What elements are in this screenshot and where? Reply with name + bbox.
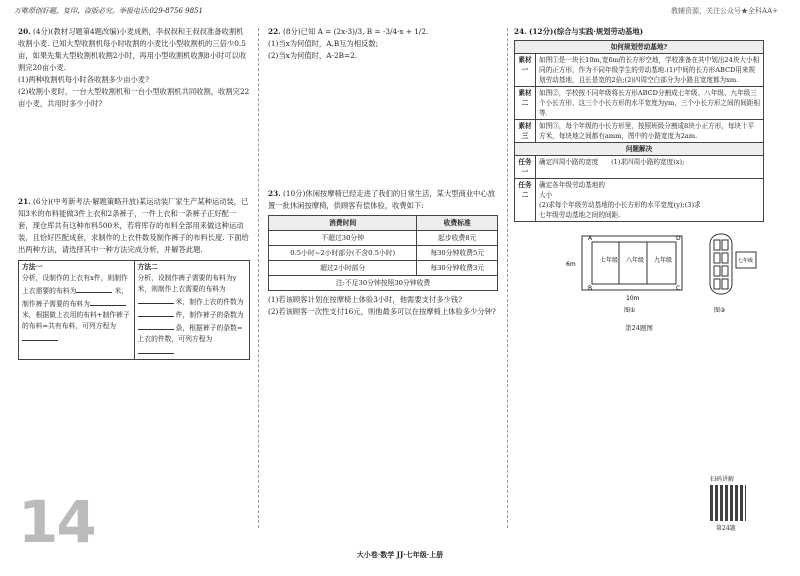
table-cell: 不超过30分钟 <box>269 231 417 246</box>
header-right: 教辅资源，关注公众号★全科AA+ <box>671 7 778 15</box>
column-left <box>18 26 250 360</box>
footer: 大小卷·数学 JJ·七年级·上册 <box>356 550 444 559</box>
question-number: 21. <box>18 197 31 206</box>
table-cell: 起步收费8元 <box>417 231 498 246</box>
material-label: 素材三 <box>515 120 536 143</box>
answer-blank[interactable] <box>90 297 126 306</box>
method-text: 米，制作裤子需要的布料为 <box>22 287 129 308</box>
point-label: C <box>676 285 681 292</box>
question-text: (10分)休闲按摩椅已经走进了我们的日常生活，某大型商业中心放置一批休闲按摩椅，供顾客有偿体验，收费如下: <box>268 189 496 210</box>
column-middle <box>268 26 500 318</box>
method-text: 分析，设制作的上衣有x件，则制作上衣需要的布料为 <box>22 274 128 295</box>
material-text: 如图①是一块长10m,宽6m的长方形空地，学校准备在其中划出24块大小相同的正方形，作为不同年级学生的劳动基地.(1)中间的长方形ABCD用来规划劳动基地，且长是宽的2倍;(2)四周空白部分为小路且宽度都为xm. <box>536 54 764 87</box>
answer-blank[interactable] <box>138 295 174 304</box>
method-text: 条，根据裤子的条数=上衣的件数，可列方程为 <box>137 324 243 343</box>
grade-label: 九年级 <box>654 257 673 264</box>
question-23 <box>268 188 500 318</box>
qr-code-icon[interactable] <box>710 485 746 521</box>
question-20 <box>18 26 250 110</box>
table-title: 如何规划劳动基地? <box>515 41 764 54</box>
subquestion: (1)两种收割机每小时各收割多少亩小麦? <box>18 75 149 84</box>
method-title: 方法二 <box>137 263 158 271</box>
answer-blank[interactable] <box>138 321 174 330</box>
table-cell: 超过2小时部分 <box>269 261 417 276</box>
question-title: (12分)(综合与实践·规划劳动基地) <box>529 27 644 36</box>
question-text: (8分)已知 A = (2x-3)/3, B = -3/4·x + 1/2. <box>283 27 429 36</box>
qr-sub-label: 第24题 <box>716 525 736 532</box>
subquestion: (2)若该顾客一次性支付16元，则他最多可以在按摩椅上体验多少分钟? <box>268 307 496 316</box>
point-label: B <box>588 285 593 292</box>
grade-label: 七年级 <box>600 257 619 264</box>
figure-caption: 图① <box>624 307 636 314</box>
material-text: 如图②，学校按不同年级将长方形ABCD分割成七年级、八年级、九年级三个小长方形，这三个小长方形的水平宽度为ym，三个小长方形之间的间距相等. <box>536 87 764 120</box>
subquestion: (1)若该顾客计划在按摩椅上体验3小时，他需要支付多少钱? <box>268 295 463 304</box>
method-text: 米，根据做上衣用的布料+制作裤子的布料=共有布料，可列方程为 <box>22 311 130 330</box>
method-text: 米，制作上衣的件数为 <box>175 298 244 306</box>
table-note: 注:不足30分钟按照30分钟收费 <box>269 276 498 291</box>
task-cell <box>536 179 764 222</box>
method-title: 方法一 <box>22 263 43 271</box>
task-cell <box>536 156 764 179</box>
dim-label: 6m <box>566 261 576 268</box>
method-text: 件，制作裤子的条数为 <box>175 311 244 319</box>
table-cell: 每30分钟收费5元 <box>417 246 498 261</box>
table-cell: 0.5小时~2小时部分(不含0.5小时) <box>269 246 417 261</box>
task-question: (2)求每个年级劳动基地的小长方形的水平宽度(y);(3)求七年级劳动基地之间的间距. <box>539 201 701 219</box>
table-header: 消费时间 <box>269 216 417 231</box>
point-label: A <box>588 235 593 242</box>
answer-blank[interactable] <box>76 284 112 293</box>
material-text: 如图③，每个年级的小长方形里，按照班级分割成8块小正方形，每块十平方米，每块地之间都有amm，图中的小路宽度为2am. <box>536 120 764 143</box>
subquestion: (1)当x为何值时，A,B互为相反数; <box>268 39 379 48</box>
column-divider <box>507 28 508 528</box>
method-one-cell <box>19 261 135 360</box>
task-desc: 确定各年级劳动基地的大小 <box>539 181 605 199</box>
fee-table <box>268 215 498 291</box>
question-text: (4分)(教材习题第4题改编)小麦成熟，李叔叔和王叔叔准备收割机收割小麦. 已知大型收割机每小时收割的小麦比小型收割机的三倍少0.5亩，如果先集大型收割机收割2小时，再用小型收割机收割8小时可以收割完20亩小麦. <box>18 27 247 72</box>
problem-title: 问题解决 <box>515 143 764 156</box>
material-label: 素材二 <box>515 87 536 120</box>
question-21 <box>18 196 250 360</box>
point-label: D <box>676 235 681 242</box>
answer-blank[interactable] <box>138 345 174 354</box>
figure-24 <box>514 228 764 318</box>
subquestion: (2)当x为何值时，A-2B=2. <box>268 51 358 60</box>
subquestion: (2)收割小麦时，一台大型收割机和一台小型收割机共同收割，收割完22亩小麦，共用时多少小时? <box>18 87 250 108</box>
grade-label: 七年级 <box>738 258 754 264</box>
question-number: 23. <box>268 189 281 198</box>
column-divider <box>258 28 259 528</box>
task-question: (1)求四周小路的宽度(x); <box>611 158 685 166</box>
table-header: 收费标准 <box>417 216 498 231</box>
question-number: 24. <box>514 27 527 36</box>
question-22 <box>268 26 500 62</box>
question-number: 20. <box>18 27 31 36</box>
answer-blank[interactable] <box>138 308 174 317</box>
answer-blank[interactable] <box>22 332 58 341</box>
header-left: 万唯原创好题，复印、盗版必究。举报电话:029-8756 9851 <box>14 7 203 15</box>
page-number: 14 <box>18 488 95 556</box>
table-cell: 每30分钟收费3元 <box>417 261 498 276</box>
question-text: (6分)(中考新考法·解题策略开放)某运动装厂家生产某种运动装，已知3米的布料能做3件上衣和2条裤子，一件上衣和一条裤子正好配一套，现仓库共有这种布料500米，若将库存的布料全部用来做这种运动装，且恰好匹配成套，求制作的上衣件数及制作裤子的布料长度. 下面给出两种方法，请选择其中一种方法完成分析，并解答此题. <box>18 197 249 254</box>
method-text: 分析，设制作裤子需要的布料为y米，则制作上衣需要的布料为 <box>137 274 237 293</box>
figure-caption-main: 第24题图 <box>625 324 653 332</box>
method-table <box>18 260 250 360</box>
figure-caption: 图② <box>714 307 726 314</box>
material-label: 素材一 <box>515 54 536 87</box>
qr-label: 扫码讲解 <box>710 476 735 483</box>
method-two-cell <box>134 261 250 360</box>
dim-label: 10m <box>626 295 640 302</box>
grade-label: 八年级 <box>626 257 645 264</box>
question-24 <box>514 26 784 334</box>
question-number: 22. <box>268 27 281 36</box>
task-label: 任务一 <box>515 156 536 179</box>
practice-table <box>514 40 764 222</box>
task-label: 任务二 <box>515 179 536 222</box>
fig2-outline <box>710 234 732 294</box>
task-desc: 确定四周小路的宽度 <box>539 158 599 166</box>
column-right <box>514 26 784 334</box>
